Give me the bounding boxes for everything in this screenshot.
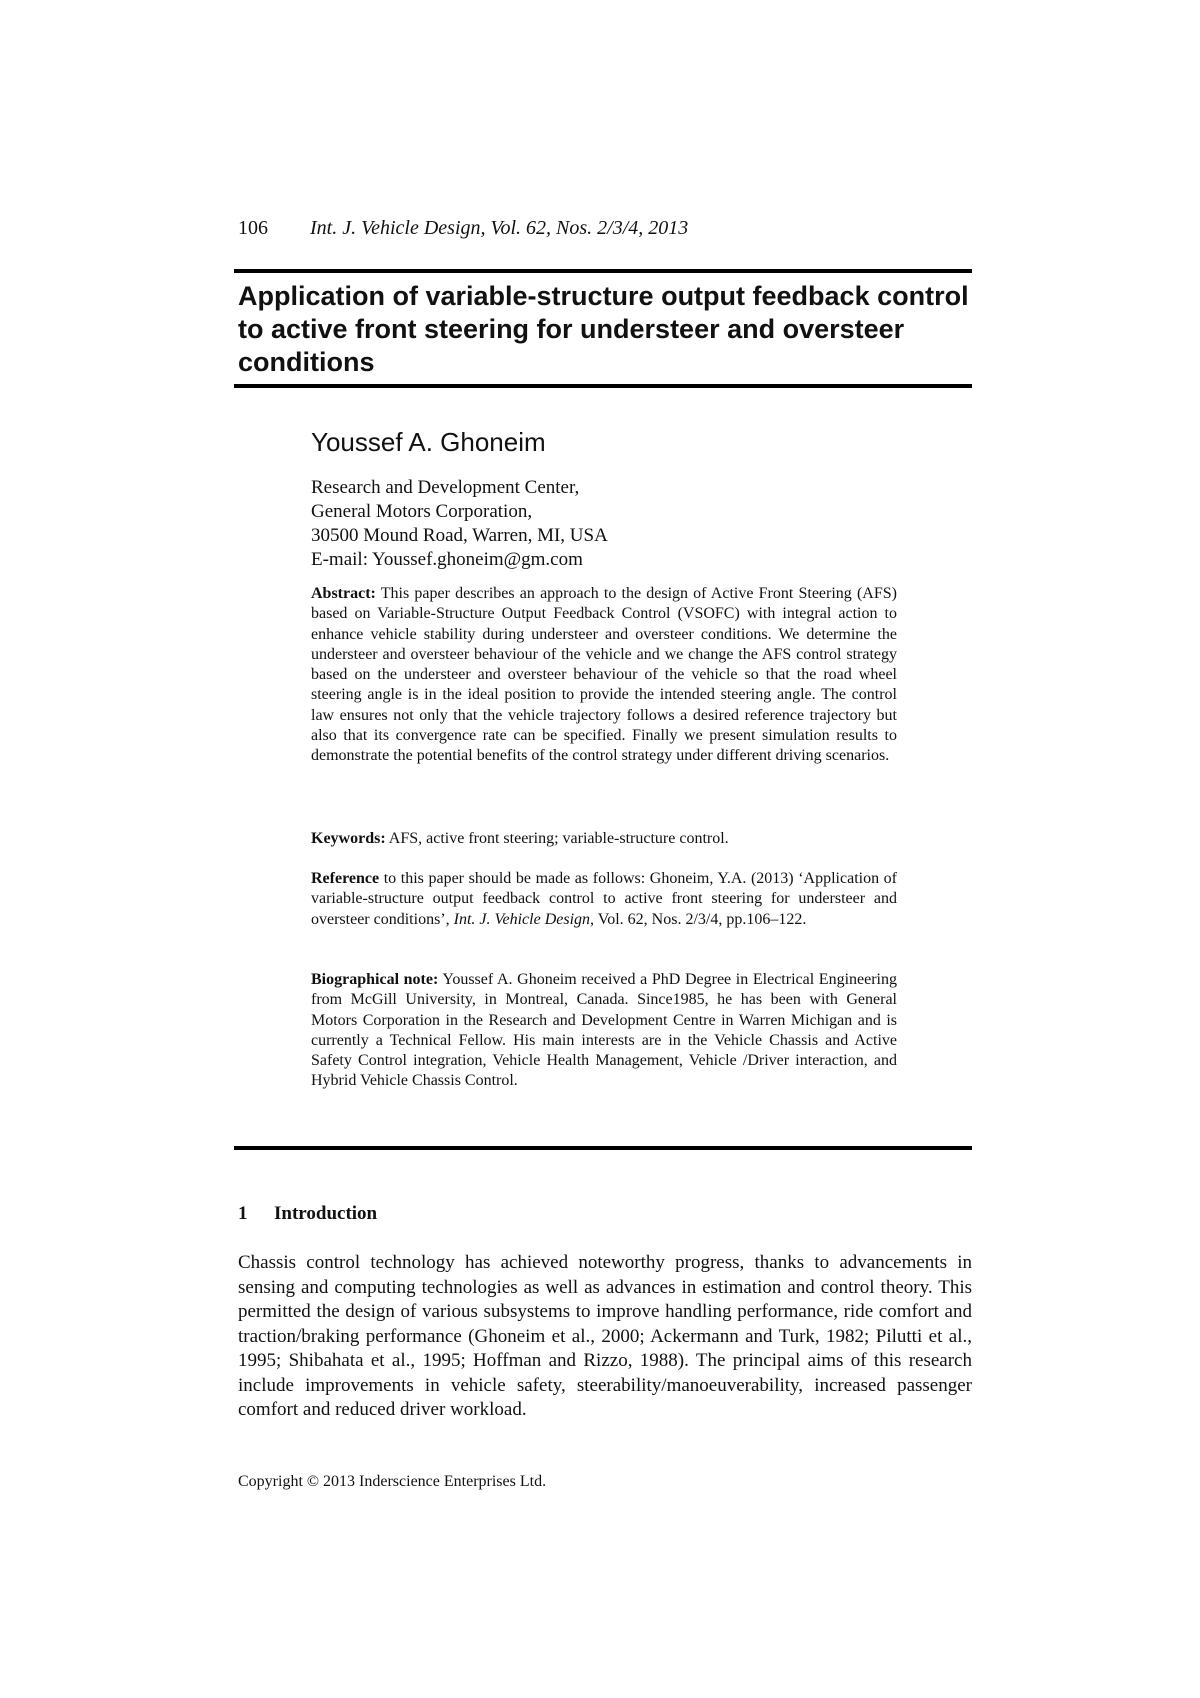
introduction-paragraph: Chassis control technology has achieved noteworthy progress, thanks to advancements in sensing and computing technologies as well as advances in estimation and control theory. This permitted the design of various subsystems to improve handling performance, ride comfort and traction/braking performance (Ghoneim et al., 2000; Ackermann and Turk, 1982; Pilutti et al., 1995; Shibahata et al., 1995; Hoffman and Rizzo, 1988). The principal aims of this research include improvements in vehicle safety, steerability/manoeuverability, increased passenger comfort and reduced driver workload. (238, 1252, 972, 1420)
biographical-note (311, 970, 897, 1092)
reference-text: to this paper should be made as follows: Ghoneim, Y.A. (2013) ‘Application of variable-structure output feedback control to active front steering for understeer and oversteer conditions’, (311, 870, 898, 928)
reference (311, 869, 897, 930)
keywords-text: AFS, active front steering; variable-structure control. (388, 830, 729, 847)
reference-label: Reference (311, 870, 380, 887)
copyright-notice: Copyright © 2013 Inderscience Enterprises Ltd. (238, 1473, 547, 1490)
author-block (311, 426, 901, 572)
section-number: 1 (238, 1203, 248, 1224)
bio-label: Biographical note: (311, 971, 439, 988)
bio-text: Youssef A. Ghoneim received a PhD Degree in Electrical Engineering from McGill University, in Montreal, Canada. Since1985, he has been with General Motors Corporation in the Research and Development Centre in Warren Michigan and is currently a Technical Fellow. His main interests are in the Vehicle Chassis and Active Safety Control integration, Vehicle Health Management, Vehicle /Driver interaction, and Hybrid Vehicle Chassis Control. (311, 971, 898, 1090)
author-email: E-mail: Youssef.ghoneim@gm.com (311, 549, 583, 570)
keywords-label: Keywords: (311, 830, 386, 847)
title-bottom-rule (234, 384, 972, 388)
reference-journal: Int. J. Vehicle Design (453, 910, 591, 928)
abstract-text: This paper describes an approach to the design of Active Front Steering (AFS) based on Variable-Structure Output Feedback Control (VSOFC) with integral action to enhance vehicle stability during understeer and oversteer conditions. We determine the understeer and oversteer behaviour of the vehicle and we change the AFS control strategy based on the understeer and oversteer behaviour of the vehicle so that the road wheel steering angle is in the ideal position to provide the intended steering angle. The control law ensures not only that the vehicle trajectory follows a desired reference trajectory but also that its convergence rate can be specified. Finally we present simulation results to demonstrate the potential benefits of the control strategy under different driving scenarios. (311, 585, 897, 765)
reference-text-after: , Vol. 62, Nos. 2/3/4, pp.106–122. (590, 910, 807, 928)
journal-citation: Int. J. Vehicle Design, Vol. 62, Nos. 2/3/4, 2013 (310, 217, 689, 239)
affiliation-line: General Motors Corporation, (311, 501, 533, 522)
affiliation-line: Research and Development Center, (311, 477, 580, 498)
paper-title: Application of variable-structure output feedback control to active front steering for understeer and oversteer conditions (238, 281, 969, 377)
section-title: Introduction (274, 1203, 378, 1224)
page-number: 106 (238, 217, 268, 239)
abstract-label: Abstract: (311, 585, 376, 602)
affiliation-line: 30500 Mound Road, Warren, MI, USA (311, 525, 608, 546)
keywords (311, 829, 897, 849)
abstract (311, 584, 897, 767)
running-header (238, 216, 688, 240)
author-name: Youssef A. Ghoneim (311, 427, 546, 457)
title-top-rule (234, 269, 972, 273)
frontmatter-bottom-rule (234, 1146, 972, 1150)
section-heading (238, 1202, 377, 1226)
